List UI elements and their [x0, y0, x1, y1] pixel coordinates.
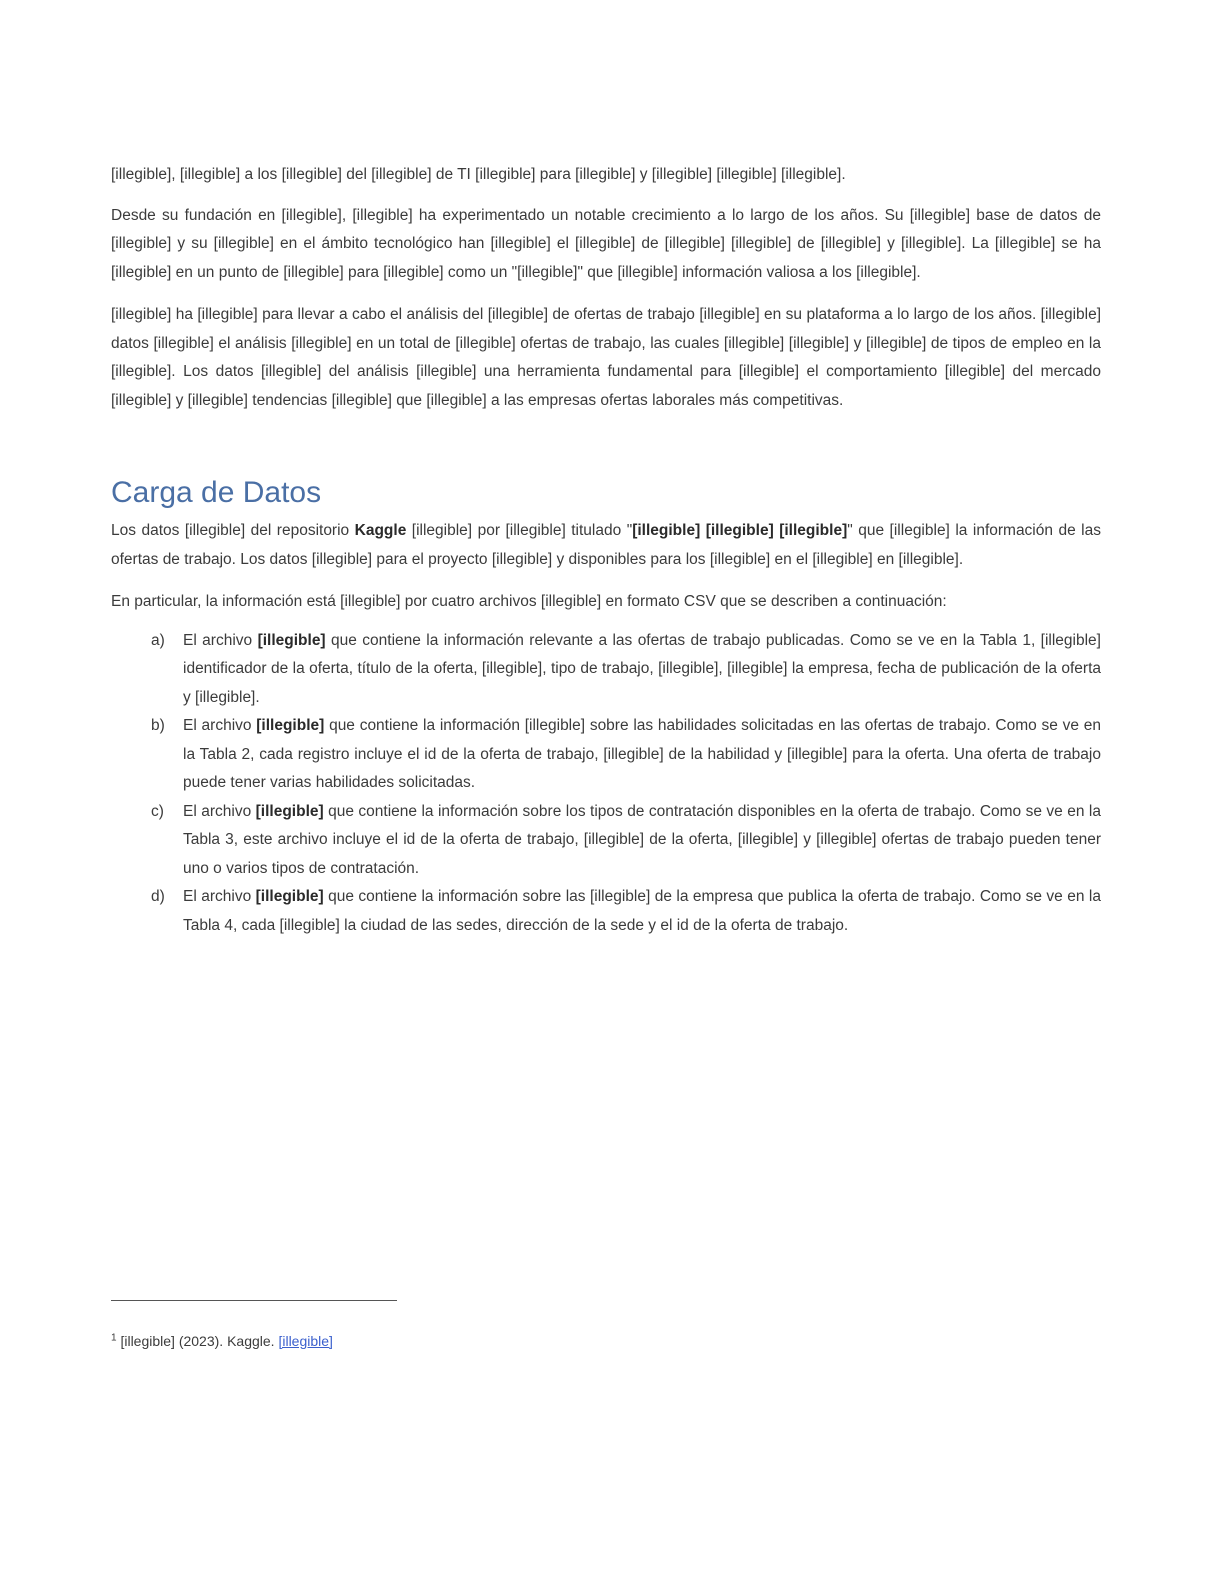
footnote-text: [illegible] (2023). Kaggle.: [120, 1333, 279, 1349]
paragraph-files-intro: En particular, la información está [illegible] por cuatro archivos [illegible] en formato CSV que se describen a continuación:: [111, 593, 947, 610]
intro-text-start: Los datos [illegible] del repositorio: [111, 522, 355, 539]
list-item: [111, 712, 1101, 798]
paragraph-continued: [illegible], [illegible] a los [illegible] del [illegible] de TI [illegible] para [illegible] y [illegible] [illegible] [illegible].: [111, 166, 846, 183]
dataset-title: [illegible] [illegible] [illegible]: [632, 522, 848, 539]
list-item-text-start: El archivo: [183, 631, 258, 649]
list-marker: c): [151, 802, 164, 820]
list-item-text: que contiene la información sobre las [illegible] de la empresa que publica la oferta de trabajo. Como se ve en la Tabla 4, cada [illegible] la ciudad de las sedes, dirección de la sede y el id de la oferta de trabajo.: [183, 888, 1101, 934]
list-item-text-start: El archivo: [183, 717, 257, 734]
footnote-separator: [111, 1300, 397, 1301]
list-item: [111, 627, 1101, 713]
file-name: [illegible]: [255, 802, 324, 820]
paragraph-history: Desde su fundación en [illegible], [illegible] ha experimentado un notable crecimiento a lo largo de los años. Su [illegible] base de datos de [illegible] y su [illegible] en el ámbito tecnológico han [illegible] el [illegible] de [illegible] [illegible] de [illegible] y [illegible]. La [illegible] se ha [illegible] en un punto de [illegible] para [illegible] como un "[illegible]" que [illegible] información valiosa a los [illegible].: [111, 206, 1101, 281]
list-item: [111, 798, 1101, 884]
list-marker: b): [151, 717, 165, 734]
file-name: [illegible]: [256, 717, 325, 734]
list-marker: a): [151, 631, 165, 649]
footnote-marker: 1: [111, 1332, 117, 1344]
page-content: [111, 161, 1101, 940]
list-item-text: que contiene la información relevante a las ofertas de trabajo publicadas. Como se ve en la Tabla 1, [illegible] identificador de la oferta, título de la oferta, [illegible], tipo de trabajo, [illegible], [illegible] la empresa, fecha de publicación de la oferta y [illegible].: [183, 631, 1101, 706]
section-heading: Carga de Datos: [111, 476, 322, 509]
kaggle-label: Kaggle: [354, 522, 407, 539]
list-item-text-start: El archivo: [183, 802, 256, 820]
footnote: [111, 1330, 1101, 1352]
intro-text-end: " que [illegible] la información de las ofertas de trabajo. Los datos [illegible] para el proyecto [illegible] y disponibles para los [illegible] en el [illegible] en [illegible].: [111, 522, 1101, 568]
list-item-text: que contiene la información [illegible] sobre las habilidades solicitadas en las ofertas de trabajo. Como se ve en la Tabla 2, cada registro incluye el id de la oferta de trabajo, [illegible] de la habilidad y [illegible] para la oferta. Una oferta de trabajo puede tener varias habilidades solicitadas.: [183, 717, 1101, 791]
paragraph-data-source: [111, 517, 1101, 574]
file-list: [111, 627, 1101, 941]
file-name: [illegible]: [255, 888, 324, 905]
paragraph-analysis: [illegible] ha [illegible] para llevar a cabo el análisis del [illegible] de ofertas de trabajo [illegible] en su plataforma a lo largo de los años. [illegible] datos [illegible] el análisis [illegible] en un total de [illegible] ofertas de trabajo, las cuales [illegible] [illegible] y [illegible] de tipos de empleo en la [illegible]. Los datos [illegible] del análisis [illegible] una herramienta fundamental para [illegible] el comportamiento [illegible] del mercado [illegible] y [illegible] tendencias [illegible] que [illegible] a las empresas ofertas laborales más competitivas.: [111, 306, 1101, 409]
list-item-text: que contiene la información sobre los tipos de contratación disponibles en la oferta de trabajo. Como se ve en la Tabla 3, este archivo incluye el id de la oferta de trabajo, [illegible] de la oferta, [illegible] y [illegible] ofertas de trabajo pueden tener uno o varios tipos de contratación.: [183, 802, 1101, 877]
list-item-text-start: El archivo: [183, 888, 256, 905]
file-name: [illegible]: [257, 631, 326, 649]
footnote-link[interactable]: [illegible]: [278, 1333, 333, 1349]
list-item: [111, 883, 1101, 940]
intro-text-mid: [illegible] por [illegible] titulado ": [406, 522, 633, 539]
list-marker: d): [151, 888, 165, 905]
